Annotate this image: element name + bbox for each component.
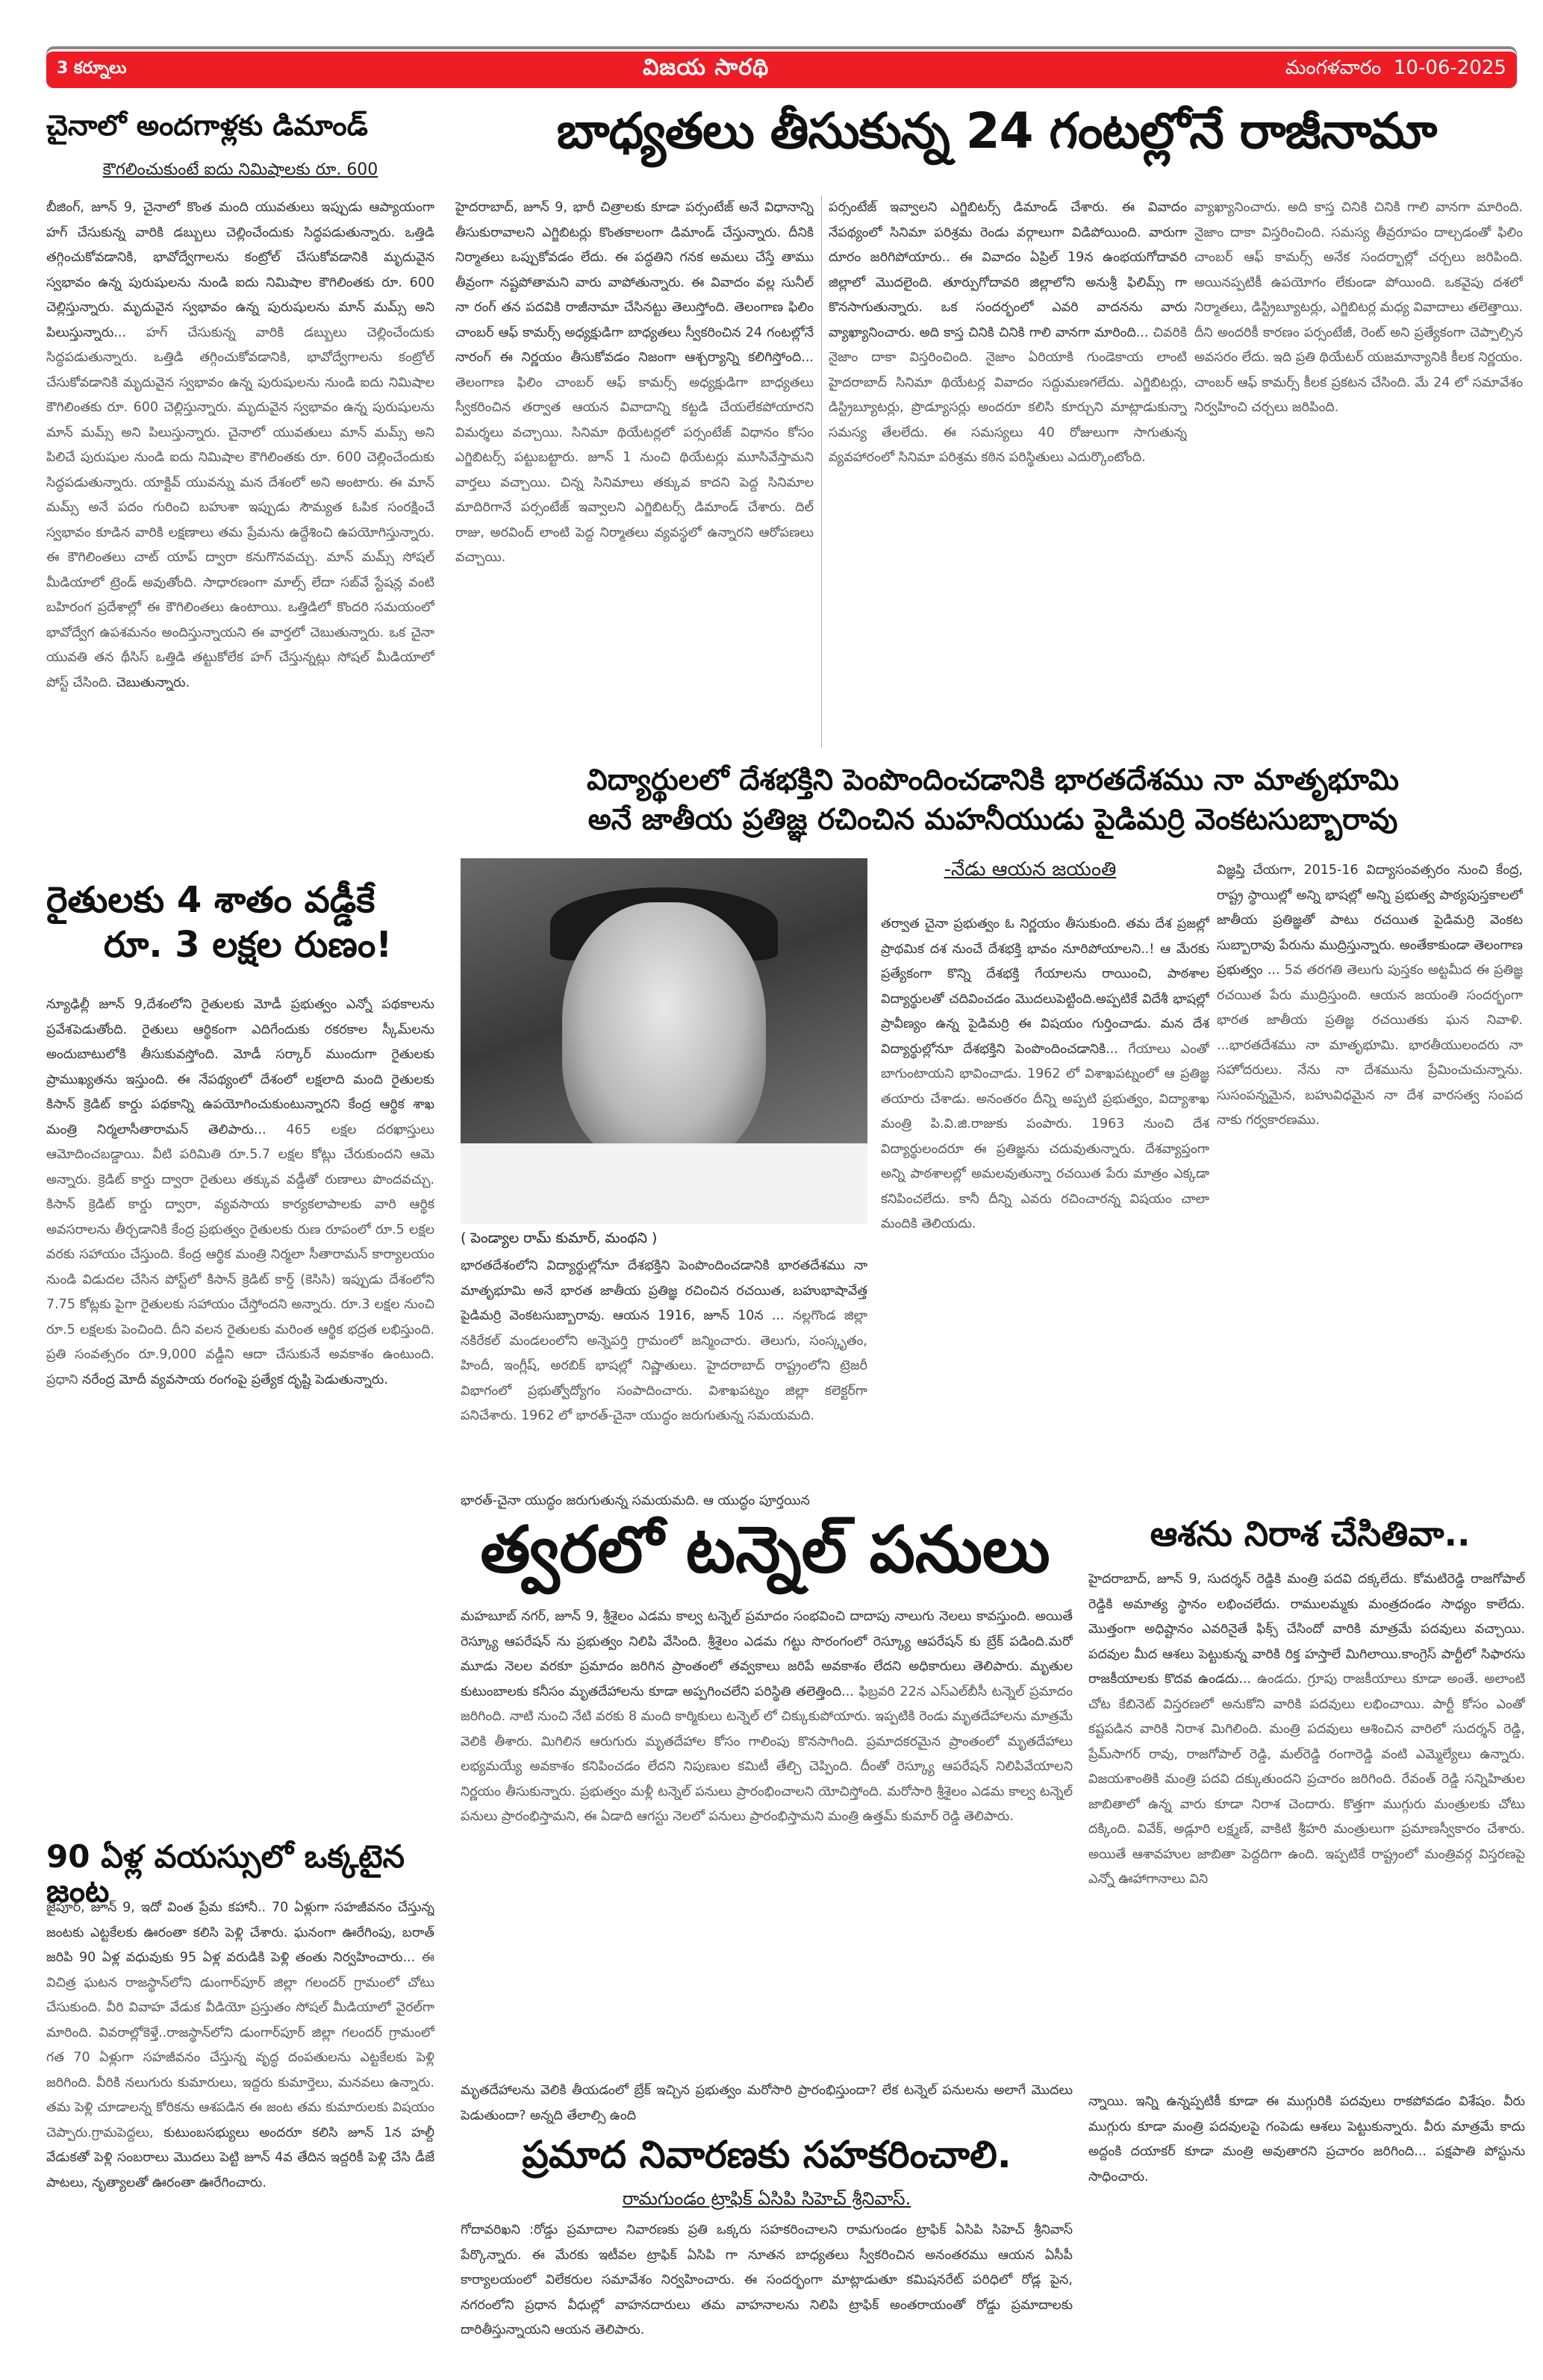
tunnel-ending: మృతదేహాలను వెలికి తీయడంలో బ్రేక్ ఇచ్చిన ప్రభుత్వం మరోసారి ప్రారంభిస్తుందా? లేక టన్నెల్ పనులను అలాగే మొదలు పెడుతుందా? అన్నది తేలాల్సి ఉంది bbox=[461, 2083, 1073, 2123]
farmers-body: న్యూఢిల్లీ జూన్ 9,దేశంలోని రైతులకు మోడీ ప్రభుత్వం ఎన్నో పథకాలను ప్రవేశపెడుతోంది. రైతులు ఆర్థికంగా ఎదిగేందుకు రకరకాల స్కీమ్‌లను అందుబాటులోకి తీసుకువస్తోంది. మోడీ సర్కార్ ముందుగా రైతులకు ప్రాముఖ్యతను ఇస్తుంది. ఈ నేపథ్యంలో దేశంలో లక్షలాది మంది రైతులకు కిసాన్ క్రెడిట్ కార్డు పథకాన్ని ఉపయోగించుకుంటున్నారని కేంద్ర ఆర్థిక శాఖ మంత్రి నిర్మలాసీతారామన్ తెలిపారు... 465 లక్షల దరఖాస్తులు ఆమోదించబడ్డాయి. వీటి పరిమితి రూ.5.7 లక్షల కోట్లు చేరుకుందని ఆమె అన్నారు. క్రెడిట్ కార్డు ద్వారా రైతులు తక్కువ వడ్డీతో రుణాలు పొందవచ్చు. కిసాన్ క్రెడిట్ కార్డు ద్వారా, వ్యవసాయ కార్యకలాపాలకు వారి ఆర్థిక అవసరాలను తీర్చడానికి కేంద్ర ప్రభుత్వం రైతులకు రుణ రూపంలో రూ.5 లక్షల వరకు సహాయం చేస్తుంది. కేంద్ర ఆర్థిక మంత్రి నిర్మలా సీతారామన్ కార్యాలయం నుండి విడుదల చేసిన పోస్ట్‌లో కిసాన్ క్రెడిట్ కార్డ్ (కెసిసి) ఇప్పుడు దేశంలోని 7.75 కోట్లకు పైగా రైతులకు సహాయం చేస్తోందని అన్నారు. రూ.3 లక్షల నుంచి రూ.5 లక్షలకు పెంచింది. దీని వలన రైతులకు మరింత ఆర్థిక భద్రత లభిస్తుంది. ప్రతి సంవత్సరం రూ.9,000 వడ్డీని ఆదా చేసుకునే అవకాశం ఉంటుంది. ప్రధాని నరేంద్ర మోదీ వ్యవసాయ రంగంపై ప్రత్యేక దృష్టి పెడుతున్నారు. bbox=[46, 997, 434, 1387]
farmers-headline-line2: రూ. 3 లక్షల రుణం! bbox=[103, 924, 393, 966]
hope-ending: న్నాయి. ఇన్ని ఉన్నప్పటికీ కూడా ఈ ముగ్గురికి పదవులు రాకపోవడం విశేషం. వీరు ముగ్గురు కూడా మంత్రి పదవులపై గంపెడు ఆశలు పెట్టుకున్నారు. వీరు మాత్రమే కాదు అద్దంకి దయాకర్ కూడా మంత్రి అవుతారని ప్రచారం జరిగింది... పక్షపాతి పోస్టును సాధించారు. bbox=[1088, 2094, 1525, 2184]
resignation-body-col2: పర్సంటేజ్ ఇవ్వాలని ఎగ్జిబిటర్స్ డిమాండ్ చేశారు. ఈ వివాదం నేపథ్యంలో సినిమా పరిశ్రమ రెండు వర్గాలుగా విడిపోయింది. వారుగా దూరం జరిగిపోయారు.. ఈ వివాదం ఏప్రిల్ 19న ఉంభయగోదావరి జిల్లాలో మొదలైంది. తూర్పుగోదావరి జిల్లాలోని అనుశ్రీ ఫిలిమ్స్ గా కొనసాగుతున్నారు. ఒక సందర్భంలో ఎవరి వాదనను వారు వ్యాఖ్యానించారు. అది కాస్త చినికి చినికి గాలి వానగా మారింది... చివరికి నైజాం దాకా విస్తరించింది. నైజాం ఏరియాకి గుండెకాయ లాంటి హైదరాబాద్ సినిమా థియేటర్ల వివాదం సద్దుమణగలేదు. ఎగ్జిబిటర్లు, డిస్ట్రిబ్యూటర్లు, ప్రొడ్యూసర్లు అందరూ కలిసి కూర్చుని మాట్లాడుకున్నా సమస్య తేలలేదు. ఈ సమస్యలు 40 రోజులుగా సాగుతున్న వ్యవహారంలో సినిమా పరిశ్రమ కఠిన పరిస్థితులు ఎదుర్కొంటోంది. bbox=[829, 200, 1187, 465]
hope-body: హైదరాబాద్, జూన్ 9, సుదర్శన్ రెడ్డికి మంత్రి పదవి దక్కలేదు. కోమటిరెడ్డి రాజగోపాల్ రెడ్డికి అమాత్య స్థానం లభించలేదు. రాములమ్మకు మంత్రదండం సాధ్యం కాలేదు. మొత్తంగా అధిష్టానం ఎవరినైతే ఫిక్స్ చేసిందో వారికి మాత్రమే పదవులు వచ్చాయి. పదవుల మీద ఆశలు పెట్టుకున్న వారికి రిక్త హస్తాలే మిగిలాయి.కాంగ్రెస్ పార్టీలో సిఫారసు రాజకీయాలకు కొదవ ఉండదు... ఉండదు. గ్రూపు రాజకీయాలు కూడా అంతే. అలాంటి చోట కేబినెట్ విస్తరణలో అనుకోని వారికి పదవులు లభించాయి. పార్టీ కోసం ఎంతో కష్టపడిన వారికి నిరాశ మిగిలింది. మంత్రి పదవులు ఆశించిన వారిలో సుదర్శన్ రెడ్డి, ప్రేమ్‌సాగర్ రావు, రాజగోపాల్ రెడ్డి, మల్‌రెడ్డి రంగారెడ్డి వంటి ఎమ్మెల్యేలు ఉన్నారు. విజయశాంతికి మంత్రి పదవి దక్కుతుందని ప్రచారం జరిగింది. రేవంత్ రెడ్డి సన్నిహితుల జాబితాలో ఉన్న వారు కూడా నిరాశ చెందారు. కొత్తగా ముగ్గురు మంత్రులకు చోటు దక్కింది. వివేక్, అడ్లూరి లక్ష్మణ్, వాకిటి శ్రీహరి మంత్రులుగా ప్రమాణస్వీకారం చేశారు. అయితే ఆశావహుల జాబితా పెద్దదిగా ఉంది. ఇప్పటికే రాష్ట్రంలో మంత్రివర్గ విస్తరణపై ఎన్నో ఊహాగానాలు విని bbox=[1088, 1572, 1525, 1887]
masthead-bar bbox=[46, 49, 1517, 88]
pledge-body-col3: విజ్ఞప్తి చేయగా, 2015-16 విద్యాసంవత్సరం నుంచి కేంద్ర, రాష్ట్ర స్థాయిల్లో అన్ని భాషల్లో అన్ని ప్రభుత్వ పాఠ్యపుస్తకాలలో జాతీయ ప్రతిజ్ఞతో పాటు రచయిత పైడిమర్రి వెంకట సుబ్బారావు పేరును ముద్రిస్తున్నారు. అంతేకాకుండా తెలంగాణ ప్రభుత్వం ... 5వ తరగతి తెలుగు పుస్తకం అట్టమీద ఈ ప్రతిజ్ఞ రచయిత పేరు ముద్రిస్తుంది. ఆయన జయంతి సందర్భంగా భారత జాతీయ ప్రతిజ్ఞ రచయితకు ఘన నివాళి. ...భారతదేశము నా మాతృభూమి. భారతీయులందరు నా సహోదరులు. నేను నా దేశమును ప్రేమించుచున్నాను. సుసంపన్నమైన, బహువిధమైన నా దేశ వారసత్వ సంపద నాకు గర్వకారణము. bbox=[1217, 863, 1523, 1128]
china-headline: చైనాలో అందగాళ్లకు డిమాండ్ bbox=[46, 109, 368, 142]
pledge-headline-line1: విద్యార్థులలో దేశభక్తిని పెంపొందించడానికి భారతదేశము నా మాతృభూమి bbox=[586, 763, 1399, 797]
farmers-lead: న్యూఢిల్లీ జూన్ 9,దేశంలోని రైతులకు మోడీ ప్రభుత్వం ఎన్నో పథకాలను ప్రవేశపెడుతోంది. రైతులు ఆర్థికంగా ఎదిగేందుకు రకరకాల స్కీమ్‌లను అందుబాటులోకి తీసుకువస్తోంది. మోడీ సర్కార్ ముందుగా రైతులకు ప్రాముఖ్యతను ఇస్తుంది. ఈ నేపథ్యంలో దేశంలో లక్షలాది మంది రైతులకు కిసాన్ క్రెడిట్ కార్డు పథకాన్ని ఉపయోగించుకుంటున్నారని కేంద్ర ఆర్థిక శాఖ మంత్రి నిర్మలాసీతారామన్ తెలిపారు... bbox=[46, 997, 434, 1137]
portrait-shirt bbox=[461, 1143, 867, 1224]
hope-headline: ఆశను నిరాశ చేసితివా.. bbox=[1150, 1514, 1471, 1554]
china-ending: చెబుతున్నారు. bbox=[116, 675, 190, 690]
pledge-headline-line2: అనే జాతీయ ప్రతిజ్ఞ రచించిన మహనీయుడు పైడిమర్రి వెంకటసుబ్బారావు bbox=[587, 803, 1398, 837]
couple-lead: జైపూర్, జూన్ 9, ఇదో వింత ప్రేమ కహానీ.. 70 ఏళ్లుగా సహజీవనం చేస్తున్న జంటకు ఎట్టకేలకు ఊరంతా కలిసి పెళ్లి చేశారు. ఘనంగా ఊరేగింపు, బరాత్ జరిపి 90 ఏళ్ల వధువుకు 95 ఏళ్ల వరుడికి పెళ్లి తంతు నిర్వహించారు... bbox=[46, 1900, 434, 1965]
resignation-body-col1: హైదరాబాద్, జూన్ 9, భారీ చిత్రాలకు కూడా పర్సంటేజ్ అనే విధానాన్ని తీసుకురావాలని ఎగ్జిబిటర్లు కొంతకాలంగా డిమాండ్ చేస్తున్నారు. దీనికి నిర్మాతలు ఒప్పుకోవడం లేదు. ఈ పద్ధతిని గనక అమలు చేస్తే తాము తీవ్రంగా నష్టపోతామని వారు వాపోతున్నారు. ఈ వివాదం వల్ల సునీల్ నా రంగ్ తన పదవికి రాజీనామా చేసినట్టు తెలుస్తోంది. తెలంగాణ ఫిలిం చాంబర్ ఆఫ్ కామర్స్ అధ్యక్షుడిగా బాధ్యతలు స్వీకరించిన 24 గంటల్లోనే నారంగ్ ఈ నిర్ణయం తీసుకోవడం నిజంగా ఆశ్చర్యాన్ని కలిగిస్తోంది... తెలంగాణ ఫిలిం చాంబర్ ఆఫ్ కామర్స్ అధ్యక్షుడిగా బాధ్యతలు స్వీకరించిన తర్వాత ఆయన వివాదాన్ని కట్టడి చేయలేకపోయారని విమర్శలు వచ్చాయి. సినిమా థియేటర్లలో పర్సంటేజ్ విధానం కోసం ఎగ్జిబిటర్స్ పట్టుబట్టారు. జూన్ 1 నుంచి థియేటర్లు మూసివేస్తామని వార్తలు వచ్చాయి. చిన్న సినిమాలు తక్కువ కాదని పెద్ద సినిమాల మాదిరిగానే పర్సంటేజ్ ఇవ్వాలని ఎగ్జిబిటర్స్ డిమాండ్ చేశారు. దిల్ రాజు, అరవింద్ లాంటి పెద్ద నిర్మాతలు వ్యవస్థలో ఉన్నారని ఆరోపణలు వచ్చాయి. bbox=[455, 200, 814, 565]
pledge-tagline: -నేడు ఆయన జయంతి bbox=[944, 858, 1117, 881]
couple-body: జైపూర్, జూన్ 9, ఇదో వింత ప్రేమ కహానీ.. 70 ఏళ్లుగా సహజీవనం చేస్తున్న జంటకు ఎట్టకేలకు ఊరంతా కలిసి పెళ్లి చేశారు. ఘనంగా ఊరేగింపు, బరాత్ జరిపి 90 ఏళ్ల వధువుకు 95 ఏళ్ల వరుడికి పెళ్లి తంతు నిర్వహించారు... ఈ విచిత్ర ఘటన రాజస్థాన్‌లోని డుంగార్‌పూర్ జిల్లా గలందర్ గ్రామంలో చోటు చేసుకుంది. వీరి వివాహ వేడుక వీడియో ప్రస్తుతం సోషల్ మీడియాలో వైరల్‌గా మారింది. వివరాల్లోకెళ్తే..రాజస్థాన్‌లోని డుంగార్‌పూర్ జిల్లా గలందర్ గ్రామంలో గత 70 ఏళ్లుగా సహజీవనం చేస్తున్న వృద్ధ దంపతులను ఎట్టకేలకు పెళ్లి జరిగింది. వీరికి నలుగురు కుమారులు, ఇద్దరు కుమార్తెలు, మనవలు ఉన్నారు. తమ పెళ్లి చూడాలన్న కోరికను ఆశపడిన ఈ జంట తమ కుమారులకు విషయం చెప్పారు.గ్రామపెద్దలు, కుటుంబసభ్యులు అందరూ కలిసి జూన్ 1న హల్దీ వేడుకతో పెళ్లి సంబరాలు మొదలు పెట్టి జూన్ 4వ తేదిన ఇద్దరికీ పెళ్లి చేసి డీజే పాటలు, నృత్యాలతో ఊరంతా ఊరేగించారు. bbox=[46, 1900, 434, 2190]
issue-date-value: 10-06-2025 bbox=[1393, 56, 1506, 79]
hope-lead: హైదరాబాద్, జూన్ 9, సుదర్శన్ రెడ్డికి మంత్రి పదవి దక్కలేదు. కోమటిరెడ్డి రాజగోపాల్ రెడ్డికి అమాత్య స్థానం లభించలేదు. రాములమ్మకు మంత్రదండం సాధ్యం కాలేదు. మొత్తంగా అధిష్టానం ఎవరినైతే ఫిక్స్ చేసిందో వారికి మాత్రమే పదవులు వచ్చాయి. పదవుల మీద ఆశలు పెట్టుకున్న వారికి రిక్త హస్తాలే మిగిలాయి.కాంగ్రెస్ పార్టీలో సిఫారసు రాజకీయాలకు కొదవ ఉండదు... bbox=[1088, 1572, 1525, 1687]
portrait-face bbox=[562, 902, 766, 1166]
issue-date bbox=[1285, 57, 1506, 84]
tunnel-headline: త్వరలో టన్నెల్ పనులు bbox=[480, 1513, 1050, 1587]
pledge-war-line: భారత్-చైనా యుద్ధం జరుగుతున్న సమయమది. ఆ యుద్ధం పూర్తయిన bbox=[461, 1493, 810, 1508]
resignation-body-col3: వ్యాఖ్యానించారు. అది కాస్త చినికి చినికి గాలి వానగా మారింది. నైజాం దాకా విస్తరించింది. సమస్య తీవ్రరూపం దాల్చడంతో ఫిలిం చాంబర్ ఆఫ్ కామర్స్ అనేక సందర్భాల్లో చర్చలు జరిపింది. అయినప్పటికీ ఉపయోగం లేకుండా పోయింది. ఒకవైపు దశలో నిర్మాతలు, డిస్ట్రిబ్యూటర్లు, ఎగ్జిబిటర్ల మధ్య వివాదాలు తలెత్తాయి. దీని అందరికీ కారణం పర్సంటేజీ, రెంట్ అని ప్రత్యేకంగా చెప్పాల్సిన అవసరం లేదు. ఇది ప్రతి థియేటర్ యజమాన్యానికి కీలక నిర్ణయం. చాంబర్ ఆఫ్ కామర్స్ కీలక ప్రకటన చేసింది. మే 24 లో సమావేశం నిర్వహించి చర్చలు జరిపింది. bbox=[1194, 200, 1523, 415]
resignation-col2-text: పర్సంటేజ్ ఇవ్వాలని ఎగ్జిబిటర్స్ డిమాండ్ చేశారు. ఈ వివాదం నేపథ్యంలో సినిమా పరిశ్రమ రెండు వర్గాలుగా విడిపోయింది. వారుగా దూరం జరిగిపోయారు.. ఈ వివాదం ఏప్రిల్ 19న ఉంభయగోదావరి జిల్లాలో మొదలైంది. తూర్పుగోదావరి జిల్లాలోని అనుశ్రీ ఫిలిమ్స్ గా కొనసాగుతున్నారు. ఒక సందర్భంలో ఎవరి వాదనను వారు వ్యాఖ్యానించారు. అది కాస్త చినికి చినికి గాలి వానగా మారింది... bbox=[829, 200, 1187, 340]
paper-name: విజయ సారథి bbox=[643, 54, 770, 81]
pledge-col2-text: తర్వాత చైనా ప్రభుత్వం ఓ నిర్ణయం తీసుకుంది. తమ దేశ ప్రజల్లో ప్రాథమిక దశ నుంచే దేశభక్తి భావం నూరిపోయాలని..! ఆ మేరకు ప్రత్యేకంగా కొన్ని దేశభక్తి గేయాలను రాయించి, పాఠశాల విద్యార్థులతో చదివించడం మొదలుపెట్టింది.అప్పటికే విదేశీ భాషల్లో ప్రావీణ్యం ఉన్న పైడిమర్రి ఈ విషయం గుర్తించాడు. మన దేశ విద్యార్థుల్లోనూ దేశభక్తిని పెంపొందించడానికి... bbox=[881, 916, 1209, 1057]
china-subhead: కౌగలించుకుంటే ఐదు నిమిషాలకు రూ. 600 bbox=[102, 160, 378, 179]
issue-day: మంగళవారం bbox=[1285, 56, 1382, 79]
resignation-lead: హైదరాబాద్, జూన్ 9, భారీ చిత్రాలకు కూడా పర్సంటేజ్ అనే విధానాన్ని తీసుకురావాలని ఎగ్జిబిటర్లు కొంతకాలంగా డిమాండ్ చేస్తున్నారు. దీనికి నిర్మాతలు ఒప్పుకోవడం లేదు. ఈ పద్ధతిని గనక అమలు చేస్తే తాము తీవ్రంగా నష్టపోతామని వారు వాపోతున్నారు. ఈ వివాదం వల్ల సునీల్ నా రంగ్ తన పదవికి రాజీనామా చేసినట్టు తెలుస్తోంది. తెలంగాణ ఫిలిం చాంబర్ ఆఫ్ కామర్స్ అధ్యక్షుడిగా బాధ్యతలు స్వీకరించిన 24 గంటల్లోనే నారంగ్ ఈ నిర్ణయం తీసుకోవడం నిజంగా ఆశ్చర్యాన్ని కలిగిస్తోంది... bbox=[455, 200, 814, 365]
resignation-headline: బాధ్యతలు తీసుకున్న 24 గంటల్లోనే రాజీనామా bbox=[556, 102, 1437, 160]
photo-caption: ( పెండ్యాల రామ్ కుమార్, మంథని ) bbox=[461, 1230, 658, 1246]
traffic-subhead: రామగుండం ట్రాఫిక్ ఏసిపి సిహెచ్ శ్రీనివాస్. bbox=[622, 2188, 911, 2209]
pledge-lead: భారతదేశంలోని విద్యార్థుల్లోనూ దేశభక్తిని పెంపొందించడానికి భారతదేశము నా మాతృభూమి అనే భారత జాతీయ ప్రతిజ్ఞ రచించిన రచయిత, బహుభాషావేత్త పైడిమర్రి వెంకటసుబ్బారావు. ఆయన 1916, జూన్ 10న ... bbox=[461, 1258, 867, 1323]
tunnel-body: మహబూబ్ నగర్, జూన్ 9, శ్రీశైలం ఎడమ కాల్వ టన్నెల్ ప్రమాదం సంభవించి దాదాపు నాలుగు నెలలు కావస్తుంది. అయితే రెస్క్యూ ఆపరేషన్ ను ప్రభుత్వం నిలిపి వేసింది. శ్రీశైలం ఎడమ గట్టు సొరంగంలో రెస్క్యూ ఆపరేషన్ కు బ్రేక్ పడింది.మరో మూడు నెలల వరకూ ప్రమాదం జరిగిన ప్రాంతంలో తవ్వకాలు జరిపే అవకాశం లేదని అధికారులు తెలిపారు. మృతుల కుటుంబాలకు కనీసం మృతదేహాలను కూడా అప్పగించలేని పరిస్థితి తలెత్తింది... ఫిబ్రవరి 22న ఎస్‌ఎల్‌బీసీ టన్నెల్ ప్రమాదం జరిగింది. నాటి నుంచి నేటి వరకు 8 మంది కార్మికులు టన్నెల్ లో చిక్కుకుపోయారు. ఇప్పటికి రెండు మృతదేహాలను మాత్రమే వెలికి తీశారు. మిగిలిన ఆరుగురు మృతదేహాల కోసం గాలింపు కొనసాగింది. ప్రమాదకరమైన ప్రాంతంలో మృతదేహాలు లభ్యమయ్యే అవకాశం కనిపించడం లేదని నిపుణుల కమిటీ తేల్చి చెప్పింది. దీంతో రెస్క్యూ ఆపరేషన్ నిలిపివేయాలని నిర్ణయం తీసుకున్నారు. ప్రభుత్వం మళ్లీ టన్నెల్ పనులు ప్రారంభించాలని యోచిస్తోంది. మరోసారి శ్రీశైలం ఎడమ కాల్వ టన్నెల్ పనులు ప్రారంభిస్తామని, ఈ ఏడాది ఆగస్టు నెలలో పనులు ప్రారంభిస్తామని మంత్రి ఉత్తమ్ కుమార్ రెడ్డి తెలిపారు. bbox=[461, 1609, 1073, 1824]
couple-headline: 90 ఏళ్ల వయస్సులో ఒక్కటైన జంట bbox=[46, 1838, 405, 1910]
column-divider bbox=[821, 196, 822, 748]
farmers-ending: నరేంద్ర మోదీ వ్యవసాయ రంగంపై ప్రత్యేక దృష్టి పెడుతున్నారు. bbox=[81, 1372, 388, 1387]
traffic-headline: ప్రమాద నివారణకు సహకరించాలి. bbox=[522, 2133, 1011, 2176]
farmers-headline-line1: రైతులకు 4 శాతం వడ్డీకే bbox=[46, 879, 375, 921]
portrait-photo bbox=[461, 858, 867, 1224]
tunnel-lead: మహబూబ్ నగర్, జూన్ 9, శ్రీశైలం ఎడమ కాల్వ టన్నెల్ ప్రమాదం సంభవించి దాదాపు నాలుగు నెలలు కావస్తుంది. అయితే రెస్క్యూ ఆపరేషన్ ను ప్రభుత్వం నిలిపి వేసింది. శ్రీశైలం ఎడమ గట్టు సొరంగంలో రెస్క్యూ ఆపరేషన్ కు బ్రేక్ పడింది.మరో మూడు నెలల వరకూ ప్రమాదం జరిగిన ప్రాంతంలో తవ్వకాలు జరిపే అవకాశం లేదని అధికారులు తెలిపారు. మృతుల కుటుంబాలకు కనీసం మృతదేహాలను కూడా అప్పగించలేని పరిస్థితి తలెత్తింది... bbox=[461, 1609, 1073, 1699]
china-lead: బీజింగ్, జూన్ 9, చైనాలో కొంత మంది యువతులు ఇప్పుడు ఆప్యాయంగా హగ్ చేసుకున్న వారికి డబ్బులు చెల్లించేందుకు సిద్ధపడుతున్నారు. ఒత్తిడి తగ్గించుకోవడానికి, భావోద్వేగాలను కంట్రోల్‌ చేసుకోవడానికి మృదువైన స్వభావం ఉన్న పురుషులను నుండి ఐదు నిమిషాల కౌగిలింతకు రూ. 600 చెల్లిస్తున్నారు. మృదువైన స్వభావం ఉన్న పురుషులను మాన్ మమ్స్ అని పిలుస్తున్నారు... bbox=[46, 200, 434, 340]
pledge-col3-text: విజ్ఞప్తి చేయగా, 2015-16 విద్యాసంవత్సరం నుంచి కేంద్ర, రాష్ట్ర స్థాయిల్లో అన్ని భాషల్లో అన్ని ప్రభుత్వ పాఠ్యపుస్తకాలలో జాతీయ ప్రతిజ్ఞతో పాటు రచయిత పైడిమర్రి వెంకట సుబ్బారావు పేరును ముద్రిస్తున్నారు. అంతేకాకుండా తెలంగాణ ప్రభుత్వం ... bbox=[1217, 863, 1523, 978]
page-label: 3 కర్నూలు bbox=[57, 58, 127, 78]
china-body: బీజింగ్, జూన్ 9, చైనాలో కొంత మంది యువతులు ఇప్పుడు ఆప్యాయంగా హగ్ చేసుకున్న వారికి డబ్బులు చెల్లించేందుకు సిద్ధపడుతున్నారు. ఒత్తిడి తగ్గించుకోవడానికి, భావోద్వేగాలను కంట్రోల్‌ చేసుకోవడానికి మృదువైన స్వభావం ఉన్న పురుషులను నుండి ఐదు నిమిషాల కౌగిలింతకు రూ. 600 చెల్లిస్తున్నారు. మృదువైన స్వభావం ఉన్న పురుషులను మాన్ మమ్స్ అని పిలుస్తున్నారు... హగ్ చేసుకున్న వారికి డబ్బులు చెల్లించేందుకు సిద్ధపడుతున్నారు. ఒత్తిడి తగ్గించుకోవడానికి, భావోద్వేగాలను కంట్రోల్‌ చేసుకోవడానికి మృదువైన స్వభావం ఉన్న పురుషులను నుండి ఐదు నిమిషాల కౌగిలింతకు రూ. 600 చెల్లిస్తున్నారు. మృదువైన స్వభావం ఉన్న పురుషులను మాన్ మమ్స్ అని పిలుస్తున్నారు. చైనాలో యువతులు మాన్ మమ్స్ అని పిలిచే పురుషుల నుండి ఐదు నిమిషాల కౌగిలింతకు రూ. 600 చెల్లించేందుకు సిద్ధపడుతున్నారు. యాక్టివ్ యువన్ను మన దేశంలో అని అంటారు. ఈ మాన్ మమ్స్ అనే పదం గురించి బహుశా ఇప్పుడు సౌమ్యత ఓపిక సంరక్షించే స్వభావం కూడిన వారికి లక్షణాలు తమ ప్రేమను ఉద్దేశించి ఉపయోగిస్తున్నారు. ఈ కౌగిలింతలు చాట్ యాప్ ద్వారా కనుగొనవచ్చు. మాన్ మమ్స్ సోషల్ మీడియాలో ట్రెండ్ అవుతోంది. సాధారణంగా మాల్స్ లేదా సబ్‌వే స్టేషన్ల వంటి బహిరంగ ప్రదేశాల్లో ఈ కౌగిలింతలు ఉంటాయి. ఒత్తిడిలో కొందరి సమయంలో భావోద్వేగ ఉపశమనం అందిస్తున్నాయని ఈ వార్తలో చెబుతున్నారు. ఒక చైనా యువతి తన థీసిస్ ఒత్తిడి తట్టుకోలేక హగ్ చేస్తున్నట్లు సోషల్ మీడియాలో పోస్ట్ చేసింది. చెబుతున్నారు. bbox=[46, 200, 434, 690]
couple-ending: కుటుంబసభ్యులు అందరూ కలిసి జూన్ 1న హల్దీ వేడుకతో పెళ్లి సంబరాలు మొదలు పెట్టి జూన్ 4వ తేదిన ఇద్దరికీ పెళ్లి చేసి డీజే పాటలు, నృత్యాలతో ఊరంతా ఊరేగించారు. bbox=[46, 2125, 434, 2190]
pledge-body-col1: భారతదేశంలోని విద్యార్థుల్లోనూ దేశభక్తిని పెంపొందించడానికి భారతదేశము నా మాతృభూమి అనే భారత జాతీయ ప్రతిజ్ఞ రచించిన రచయిత, బహుభాషావేత్త పైడిమర్రి వెంకటసుబ్బారావు. ఆయన 1916, జూన్ 10న ... నల్లగొండ జిల్లా నకిరేకల్ మండలంలోని అన్నెపర్తి గ్రామంలో జన్మించారు. తెలుగు, సంస్కృతం, హిందీ, ఇంగ్లీష్, అరబిక్ భాషల్లో నిష్ణాతులు. హైదరాబాద్ రాష్ట్రంలోని ట్రెజరీ విభాగంలో ప్రభుత్వోద్యోగం సంపాదించారు. విశాఖపట్నం జిల్లా కలెక్టర్‌గా పనిచేశారు. 1962 లో భారత్-చైనా యుద్ధం జరుగుతున్న సమయమది. bbox=[461, 1258, 867, 1423]
pledge-body-col2: తర్వాత చైనా ప్రభుత్వం ఓ నిర్ణయం తీసుకుంది. తమ దేశ ప్రజల్లో ప్రాథమిక దశ నుంచే దేశభక్తి భావం నూరిపోయాలని..! ఆ మేరకు ప్రత్యేకంగా కొన్ని దేశభక్తి గేయాలను రాయించి, పాఠశాల విద్యార్థులతో చదివించడం మొదలుపెట్టింది.అప్పటికే విదేశీ భాషల్లో ప్రావీణ్యం ఉన్న పైడిమర్రి ఈ విషయం గుర్తించాడు. మన దేశ విద్యార్థుల్లోనూ దేశభక్తిని పెంపొందించడానికి... గేయాలు ఎంతో బాగుంటాయని భావించాడు. 1962 లో విశాఖపట్నంలో ఆ ప్రతిజ్ఞ తయారు చేశాడు. అనంతరం దీన్ని అప్పటి ప్రభుత్వం, విద్యాశాఖ మంత్రి పి.వి.జి.రాజుకు పంపారు. 1963 నుంచి దేశ విద్యార్థులందరూ ఈ ప్రతిజ్ఞను చదువుతున్నారు. దేశవ్యాప్తంగా అన్ని పాఠశాలల్లో అమలవుతున్నా రచయిత పేరు మాత్రం ఎక్కడా కనిపించలేదు. కానీ దీన్ని ఎవరు రచించారన్న విషయం చాలా మందికి తెలియదు. bbox=[881, 916, 1209, 1231]
traffic-body: గోదావరిఖని :రోడ్డు ప్రమాదాల నివారణకు ప్రతి ఒక్కరు సహకరించాలని రామగుండం ట్రాఫిక్ ఏసిపి సిహెచ్ శ్రీనివాస్ పేర్కొన్నారు. ఈ మేరకు ఇటీవల ట్రాఫిక్ ఏసిపి గా నూతన బాధ్యతలు స్వీకరించిన అనంతరము ఆయన ఏసీపీ కార్యాలయంలో విలేకరుల సమావేశం నిర్వహించారు. ఈ సందర్భంగా మాట్లాడుతూ కమిషనరేట్ పరిధిలో రోడ్ల పైన, నగరంలోని ప్రధాన వీధుల్లో వాహనదారులు తమ వాహనాలను నిలిపి ట్రాఫిక్ అంతరాయంతో రోడ్డు ప్రమాదాలకు దారితీస్తున్నాయని ఆయన తెలిపారు. bbox=[461, 2223, 1073, 2337]
